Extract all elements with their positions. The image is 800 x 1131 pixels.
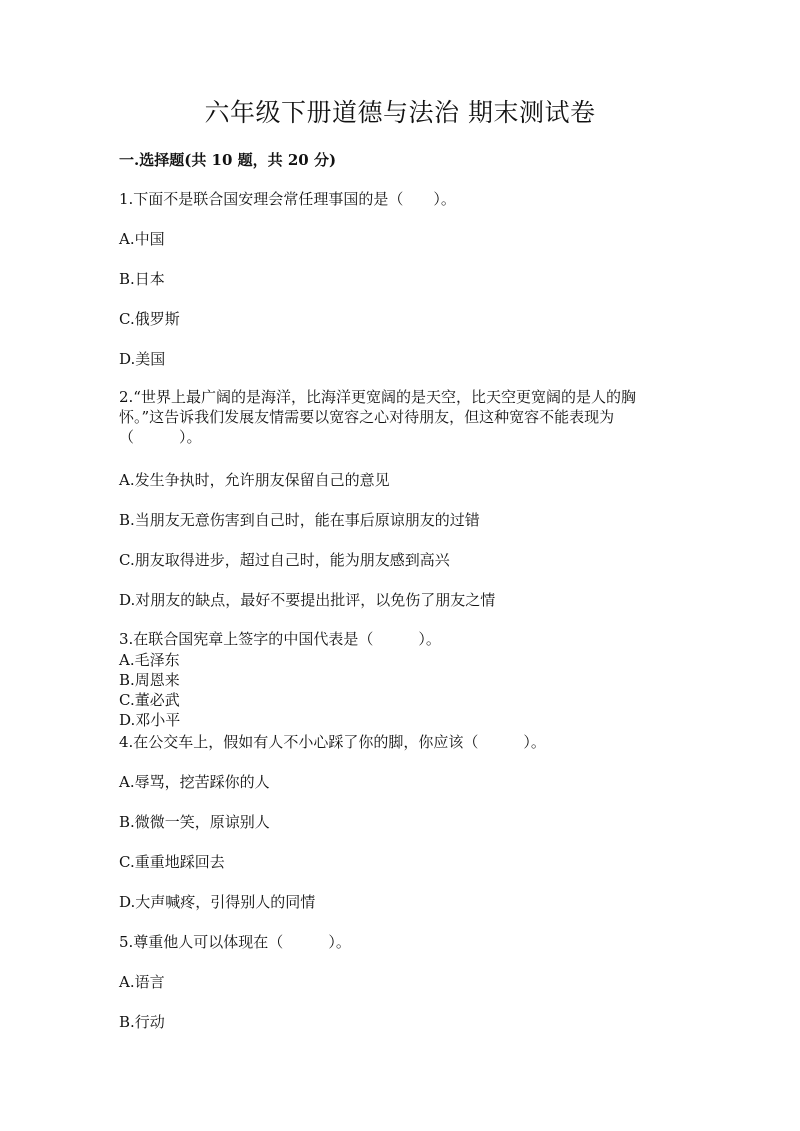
question-1-option-c: C.俄罗斯: [119, 310, 180, 328]
question-5-option-b: B.行动: [119, 1013, 165, 1031]
question-5-stem: 5.尊重他人可以体现在（ ）。: [119, 933, 351, 951]
question-3-stem: 3.在联合国宪章上签字的中国代表是（ ）。: [119, 630, 441, 648]
question-2-option-d: D.对朋友的缺点，最好不要提出批评，以免伤了朋友之情: [119, 591, 496, 609]
question-3-option-a: A.毛泽东: [119, 651, 180, 669]
question-4-option-a: A.辱骂，挖苦踩你的人: [119, 773, 270, 791]
question-1-stem: 1.下面不是联合国安理会常任理事国的是（ ）。: [119, 190, 456, 208]
question-3-option-c: C.董必武: [119, 691, 180, 709]
question-4-stem: 4.在公交车上，假如有人不小心踩了你的脚，你应该（ ）。: [119, 733, 546, 751]
question-3-option-b: B.周恩来: [119, 671, 180, 689]
question-4-option-d: D.大声喊疼，引得别人的同情: [119, 893, 316, 911]
question-3-option-d: D.邓小平: [119, 711, 181, 729]
question-2-option-a: A.发生争执时，允许朋友保留自己的意见: [119, 471, 390, 489]
question-4-option-b: B.微微一笑，原谅别人: [119, 813, 270, 831]
question-2-option-c: C.朋友取得进步，超过自己时，能为朋友感到高兴: [119, 551, 450, 569]
question-1-option-b: B.日本: [119, 270, 165, 288]
question-1-option-d: D.美国: [119, 350, 166, 368]
section-heading: 一.选择题(共 10 题，共 20 分): [119, 151, 337, 169]
question-2-option-b: B.当朋友无意伤害到自己时，能在事后原谅朋友的过错: [119, 511, 480, 529]
question-2-stem: 2.“世界上最广阔的是海洋，比海洋更宽阔的是天空，比天空更宽阔的是人的胸怀。”这告诉我们发展友情需要以宽容之心对待朋友，但这种宽容不能表现为（ ）。: [119, 388, 636, 446]
page-title: 六年级下册道德与法治 期末测试卷: [204, 98, 596, 127]
question-5-option-a: A.语言: [119, 973, 165, 991]
question-4-option-c: C.重重地踩回去: [119, 853, 225, 871]
question-1-option-a: A.中国: [119, 230, 165, 248]
